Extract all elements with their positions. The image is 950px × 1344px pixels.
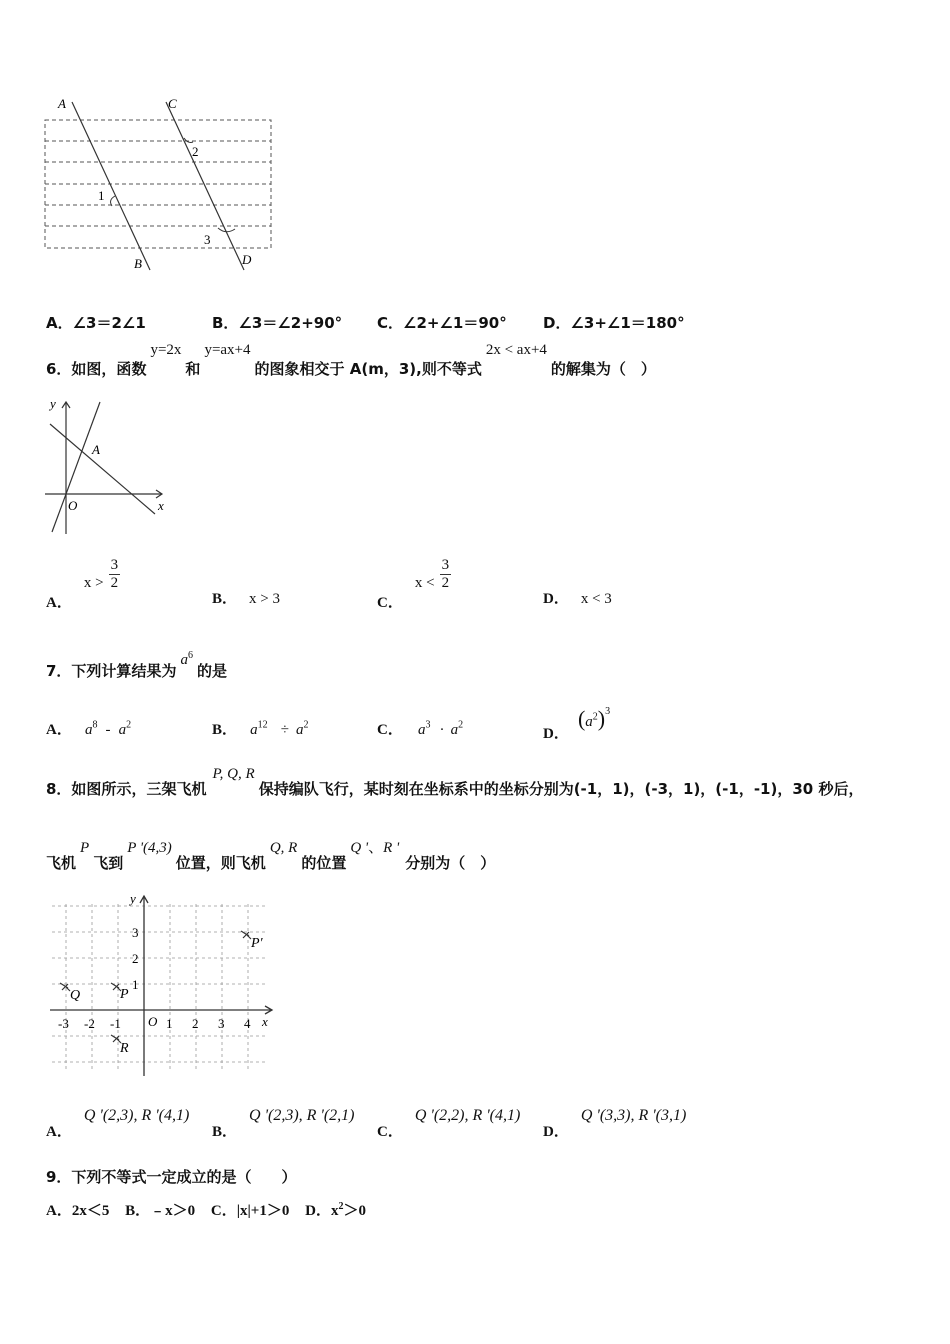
q8-option-a[interactable] [46,1104,190,1140]
option-lhs: x < [414,575,435,591]
q6-mid: 的图象相交于 A(m，3),则不等式 [254,360,482,378]
x-tick-label: 2 [192,1016,199,1031]
option-letter: A． [46,595,72,611]
y-axis-label: y [130,891,136,906]
option-text: Q '(2,3), R '(4,1) [83,1107,190,1124]
q6-inequality: 2x < ax+4 [485,342,547,358]
operator: · [439,722,445,738]
denominator: 2 [441,575,450,591]
option-letter: D． [543,591,569,607]
q8-qr: Q, R [269,840,298,856]
numerator: 3 [441,557,450,573]
x-tick-label: -2 [84,1016,95,1031]
q8-line2-a: 飞机 [46,854,77,872]
angle-label-2: 2 [192,144,199,159]
q8-qprime: Q ' [350,840,369,856]
q8-rprime: R ' [383,840,400,856]
term-base: a [585,714,593,730]
q6-function-2: y=ax+4 [204,342,251,358]
paren-close: ) [597,706,606,731]
q8-stem-line1 [46,762,864,798]
q7-option-a[interactable] [46,718,131,739]
q7-option-b[interactable] [212,718,309,739]
q8-pqr: P, Q, R [212,766,255,782]
q6-and: 和 [185,360,201,378]
q5-figure [40,92,280,272]
q5-option-c[interactable] [377,312,507,333]
q9-options [46,1199,366,1220]
q6-option-d[interactable] [543,587,612,608]
x-tick-label: 3 [218,1016,225,1031]
q6-function-1: y=2x [150,342,182,358]
q9-option-b[interactable]: B．﹣x＞0 [125,1203,196,1219]
q7-prefix: 7．下列计算结果为 [46,662,177,680]
option-text: x < 3 [580,591,612,607]
x-tick-label: -3 [58,1016,69,1031]
q7-suffix: 的是 [196,662,227,680]
plane-q-label: Q [70,988,81,1003]
q8-p: P [80,840,90,856]
q7-exponent: 6 [187,650,193,661]
y-axis-label: y [50,396,56,411]
option-letter: D． [543,1124,569,1140]
q9-option-c[interactable]: C．|x|+1＞0 [210,1203,290,1219]
numerator: 3 [110,557,119,573]
point-label-a: A [58,96,66,111]
q6-figure [40,392,180,537]
q8-option-c[interactable] [377,1104,521,1140]
q9-option-a[interactable]: A．2x＜5 [46,1203,110,1219]
operator: ÷ [280,722,289,738]
option-text: ∠3+∠1＝180° [570,314,685,332]
option-text: x > 3 [249,591,280,607]
option-fraction [440,557,452,592]
option-letter: C． [377,1124,403,1140]
operator: - [105,722,111,738]
term-exponent: 8 [92,719,98,731]
q9-option-d-suffix: ＞0 [343,1203,366,1219]
q6-stem [46,340,656,380]
point-label-c: C [168,96,177,111]
term-base: a [118,722,127,738]
q8-sep: 、 [368,838,384,856]
y-tick-label: 2 [132,951,139,966]
option-letter: A． [46,722,72,738]
x-axis-label: x [158,498,164,513]
term-base: a [296,722,304,738]
q8-stem-line2 [46,836,496,872]
q8-option-b[interactable] [212,1104,355,1140]
q6-option-c[interactable] [377,557,451,611]
plane-p-prime-label: P′ [251,936,263,951]
q6-suffix: 的解集为（ ） [550,360,656,378]
option-lhs: x > [83,575,104,591]
origin-label: O [148,1014,158,1029]
q9-stem: 9．下列不等式一定成立的是（ ） [46,1168,297,1186]
x-axis-label: x [262,1014,268,1029]
q8-line2-e: 分别为（ ） [405,854,496,872]
q7-option-d[interactable] [543,705,611,742]
term-base: a [450,722,459,738]
x-tick-label: 1 [166,1016,173,1031]
term-base: a [417,722,426,738]
q9-option-d-exponent: 2 [338,1201,344,1212]
option-letter: A． [46,1124,72,1140]
q9-option-d[interactable] [305,1203,366,1219]
option-fraction [109,557,121,592]
q9-option-d-prefix: D．x [305,1203,339,1219]
option-letter: B． [212,1124,238,1140]
q6-option-a[interactable] [46,557,120,611]
option-letter: B． [212,314,239,332]
term-base: a [250,722,258,738]
q5-option-a[interactable] [46,312,146,333]
q8-pprime: P '(4,3) [127,840,172,856]
q8-figure [40,886,280,1078]
q8-line2-d: 的位置 [301,854,347,872]
point-label-b: B [134,256,142,271]
term-exponent: 2 [126,719,132,731]
term-base: a [84,722,93,738]
option-text: ∠3＝∠2+90° [238,314,343,332]
point-label-d: D [242,252,252,267]
option-letter: C． [377,722,403,738]
term-exponent: 2 [303,719,309,731]
option-letter: D． [543,726,569,742]
option-text: Q '(2,3), R '(2,1) [249,1107,355,1124]
plane-r-label: R [120,1041,129,1056]
x-tick-label: -1 [110,1016,121,1031]
line-ab [72,102,150,270]
option-letter: B． [212,722,238,738]
term-exponent: 3 [425,719,431,731]
option-letter: D． [543,314,571,332]
plane-p-label: P [120,987,129,1002]
y-tick-label: 3 [132,925,139,940]
y-tick-label: 1 [132,977,139,992]
q8-line1-prefix: 8．如图所示，三架飞机 [46,780,207,798]
option-letter: B． [212,591,238,607]
q7-base: a [180,652,188,668]
q8-line2-b: 飞到 [93,854,124,872]
q8-line1-suffix: 保持编队飞行，某时刻在坐标系中的坐标分别为(-1，1)，(-3，1)，(-1，-1)，30 秒后， [258,780,864,798]
q6-option-b[interactable] [212,587,280,608]
term-exponent: 12 [257,719,268,731]
outer-exponent: 3 [605,705,611,717]
q6-prefix: 6．如图，函数 [46,360,147,378]
q8-line2-c: 位置，则飞机 [175,854,266,872]
denominator: 2 [110,575,119,591]
option-text: ∠2+∠1＝90° [403,314,507,332]
option-letter: C． [377,595,403,611]
q8-option-d[interactable] [543,1104,687,1140]
option-text: ∠3＝2∠1 [72,314,146,332]
angle-label-3: 3 [204,232,211,247]
origin-label: O [68,498,78,513]
x-tick-label: 4 [244,1016,251,1031]
q7-option-c[interactable] [377,718,463,739]
q5-option-d[interactable] [543,312,685,333]
term-exponent: 2 [458,719,464,731]
point-a-label: A [92,442,100,457]
paren-open: ( [577,706,586,731]
term-exponent: 2 [592,711,598,723]
q5-option-b[interactable] [212,312,342,333]
option-text: Q '(2,2), R '(4,1) [414,1107,521,1124]
option-letter: A． [46,314,73,332]
option-text: Q '(3,3), R '(3,1) [580,1107,687,1124]
option-letter: C． [377,314,404,332]
angle-label-1: 1 [98,188,105,203]
q7-stem [46,648,227,680]
